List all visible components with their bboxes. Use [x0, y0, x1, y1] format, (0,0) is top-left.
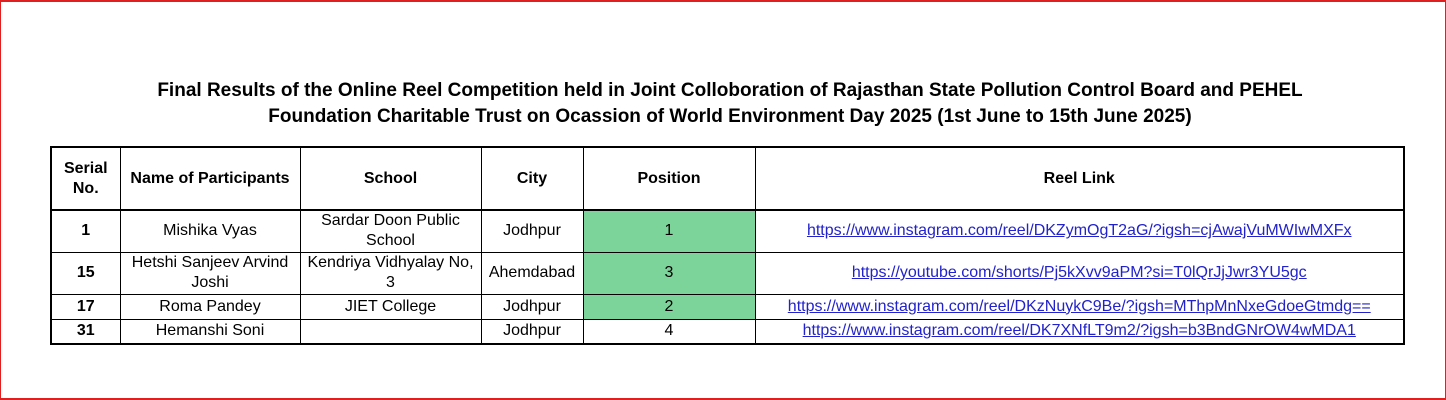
cell-reel-link: [755, 319, 1404, 344]
cell-serial: 1: [51, 210, 120, 252]
cell-city: Ahemdabad: [481, 252, 583, 294]
cell-city: Jodhpur: [481, 210, 583, 252]
header-city: City: [481, 147, 583, 210]
title-line-1: Final Results of the Online Reel Competition held in Joint Colloboration of Rajasthan State Pollution Control Board and PEHEL: [157, 80, 1303, 101]
header-serial: Serial No.: [51, 147, 120, 210]
header-name: Name of Participants: [120, 147, 300, 210]
cell-name: Mishika Vyas: [120, 210, 300, 252]
results-table: [50, 146, 1405, 345]
cell-position: 4: [583, 319, 755, 344]
cell-serial: 15: [51, 252, 120, 294]
cell-name: Hemanshi Soni: [120, 319, 300, 344]
reel-link[interactable]: https://www.instagram.com/reel/DKzNuykC9Be/?igsh=MThpMnNxeGdoeGtmdg==: [787, 297, 1371, 315]
table-row: [51, 210, 1404, 252]
header-school: School: [300, 147, 481, 210]
cell-school: [300, 319, 481, 344]
cell-reel-link: [755, 294, 1404, 319]
cell-serial: 31: [51, 319, 120, 344]
page-title: [40, 78, 1420, 130]
cell-position: 2: [583, 294, 755, 319]
cell-name: Roma Pandey: [120, 294, 300, 319]
cell-position: 1: [583, 210, 755, 252]
table-row: [51, 294, 1404, 319]
reel-link[interactable]: https://www.instagram.com/reel/DK7XNfLT9m2/?igsh=b3BndGNrOW4wMDA1: [802, 322, 1356, 340]
cell-reel-link: [755, 252, 1404, 294]
cell-school: Kendriya Vidhyalay No, 3: [300, 252, 481, 294]
cell-school: JIET College: [300, 294, 481, 319]
cell-reel-link: [755, 210, 1404, 252]
table-row: [51, 319, 1404, 344]
table-row: [51, 252, 1404, 294]
header-position: Position: [583, 147, 755, 210]
header-reel-link: Reel Link: [755, 147, 1404, 210]
title-line-2: Foundation Charitable Trust on Ocassion of World Environment Day 2025 (1st June to 15th June 2025): [268, 106, 1192, 127]
cell-city: Jodhpur: [481, 319, 583, 344]
reel-link[interactable]: https://www.instagram.com/reel/DKZymOgT2aG/?igsh=cjAwajVuMWIwMXFx: [806, 222, 1352, 240]
cell-school: Sardar Doon Public School: [300, 210, 481, 252]
reel-link[interactable]: https://youtube.com/shorts/Pj5kXvv9aPM?si=T0lQrJjJwr3YU5gc: [851, 264, 1307, 281]
cell-serial: 17: [51, 294, 120, 319]
cell-city: Jodhpur: [481, 294, 583, 319]
cell-name: Hetshi Sanjeev Arvind Joshi: [120, 252, 300, 294]
cell-position: 3: [583, 252, 755, 294]
table-header-row: [51, 147, 1404, 210]
